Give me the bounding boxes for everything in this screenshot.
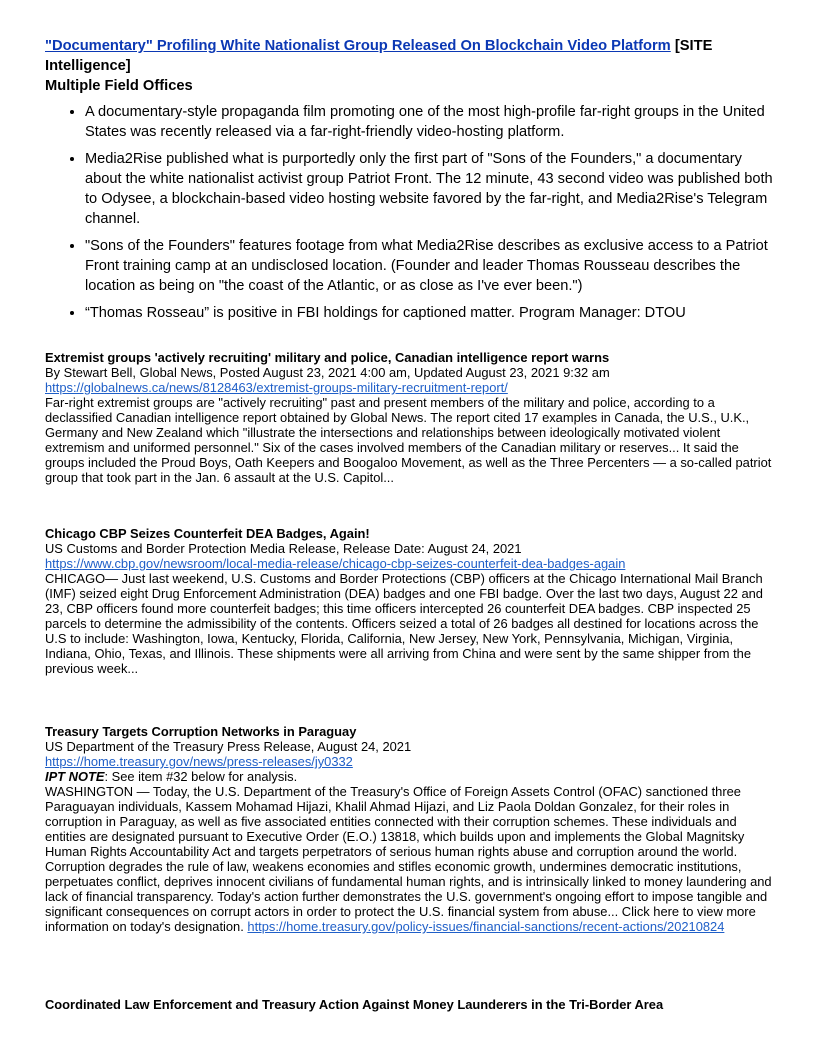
ipt-note-label: IPT NOTE [45, 769, 105, 784]
article-canadian-intel [45, 350, 773, 485]
site-bullet-list [45, 102, 773, 323]
article-byline: US Department of the Treasury Press Release, August 24, 2021 [45, 739, 412, 754]
document-page [45, 36, 773, 1012]
site-intel-section [45, 36, 773, 323]
article-body: Far-right extremist groups are "actively recruiting" past and present members of the military and police, according to a declassified Canadian intelligence report obtained by Global News. The report cited 17 examples in Canada, the U.S., U.K., Germany and New Zealand which "illustrate the intersections and relationships between ideologically motivated violent extremism and uniformed personnel." Six of the cases involved members of the Canadian military or reserves... It said the groups included the Proud Boys, Oath Keepers and Boogaloo Movement, as well as the Three Percenters — a so-called patriot group that took part in the Jan. 6 assault at the U.S. Capitol... [45, 395, 772, 485]
article-headline: Chicago CBP Seizes Counterfeit DEA Badges, Again! [45, 526, 370, 541]
article-byline: By Stewart Bell, Global News, Posted August 23, 2021 4:00 am, Updated August 23, 2021 9:32 am [45, 365, 610, 380]
list-item: • A documentary-style propaganda film promoting one of the most high-profile far-right groups in the United States was recently released via a far-right-friendly video-hosting platform. [85, 102, 773, 142]
article-headline: Coordinated Law Enforcement and Treasury Action Against Money Launderers in the Tri-Border Area [45, 997, 664, 1012]
article-url-link[interactable]: https://home.treasury.gov/news/press-releases/jy0332 [45, 754, 353, 769]
site-headline [45, 36, 773, 76]
article-byline: US Customs and Border Protection Media Release, Release Date: August 24, 2021 [45, 541, 522, 556]
article-body: CHICAGO— Just last weekend, U.S. Customs and Border Protections (CBP) officers at the Chicago International Mail Branch (IMF) seized eight Drug Enforcement Administration (DEA) badges and one FBI badge. Over the last two days, August 22 and 23, CBP officers found more counterfeit badges; this time officers intercepted 26 counterfeit DEA badges. CBP inspected 25 parcels to determine the admissibility of the contents. Officers seized a total of 26 badges all destined for locations across the U.S to include: Washington, Iowa, Kentucky, Florida, California, New Jersey, New York, Pennsylvania, Michigan, Virginia, Indiana, Ohio, Texas, and Illinois. These shipments were all arriving from China and were sent by the same shipper from the previous week... [45, 571, 763, 676]
article-url-link[interactable]: https://www.cbp.gov/newsroom/local-media-release/chicago-cbp-seizes-counterfeit-dea-badges-again [45, 556, 626, 571]
site-article-link[interactable]: "Documentary" Profiling White Nationalist Group Released On Blockchain Video Platform [45, 38, 671, 54]
article-tri-border [45, 997, 773, 1012]
article-body-text: WASHINGTON — Today, the U.S. Department of the Treasury's Office of Foreign Assets Control (OFAC) sanctioned three Paraguayan individuals, Kassem Mohamad Hijazi, Khalil Ahmad Hijazi, and Liz Paola Doldan Gonzalez, for their roles in corruption in Paraguay, as well as five associated entities connected with their corruption schemes. These individuals and entities are designated pursuant to Executive Order (E.O.) 13818, which builds upon and implements the Global Magnitsky Human Rights Accountability Act and targets perpetrators of serious human rights abuse and corruption around the world. Corruption degrades the rule of law, weakens economies and stifles economic growth, undermines democratic institutions, perpetuates conflict, deprives innocent civilians of fundamental human rights, and is intrinsically linked to money laundering and lack of financial transparency. Today's action further demonstrates the U.S. government's ongoing effort to impose tangible and significant consequences on corrupt actors in order to protect the U.S. financial system from abuse... Click here to view more information on today's designation. [45, 784, 772, 934]
field-offices-label: Multiple Field Offices [45, 78, 193, 94]
site-source: [SITE Intelligence] [45, 38, 713, 74]
article-cbp-badges [45, 526, 773, 676]
article-headline: Treasury Targets Corruption Networks in Paraguay [45, 724, 357, 739]
article-url-link[interactable]: https://globalnews.ca/news/8128463/extremist-groups-military-recruitment-report/ [45, 380, 508, 395]
list-item: • “Thomas Rosseau” is positive in FBI holdings for captioned matter. Program Manager: DTOU [85, 303, 773, 323]
list-item: • Media2Rise published what is purportedly only the first part of "Sons of the Founders," a documentary about the white nationalist activist group Patriot Front. The 12 minute, 43 second video was published both to Odysee, a blockchain-based video hosting website favored by the far-right, and Media2Rise's Telegram channel. [85, 149, 773, 229]
article-headline: Extremist groups 'actively recruiting' military and police, Canadian intelligence report warns [45, 350, 610, 365]
list-item: • "Sons of the Founders" features footage from what Media2Rise describes as exclusive access to a Patriot Front training camp at an undisclosed location. (Founder and leader Thomas Rousseau describes the location as being on "the coast of the Atlantic, or as close as I've ever been.") [85, 236, 773, 296]
article-treasury-paraguay [45, 724, 773, 934]
ipt-note-text: : See item #32 below for analysis. [104, 769, 298, 784]
article-body [45, 784, 773, 934]
recent-actions-link[interactable]: https://home.treasury.gov/policy-issues/financial-sanctions/recent-actions/20210824 [247, 919, 725, 934]
ipt-note [45, 769, 773, 784]
